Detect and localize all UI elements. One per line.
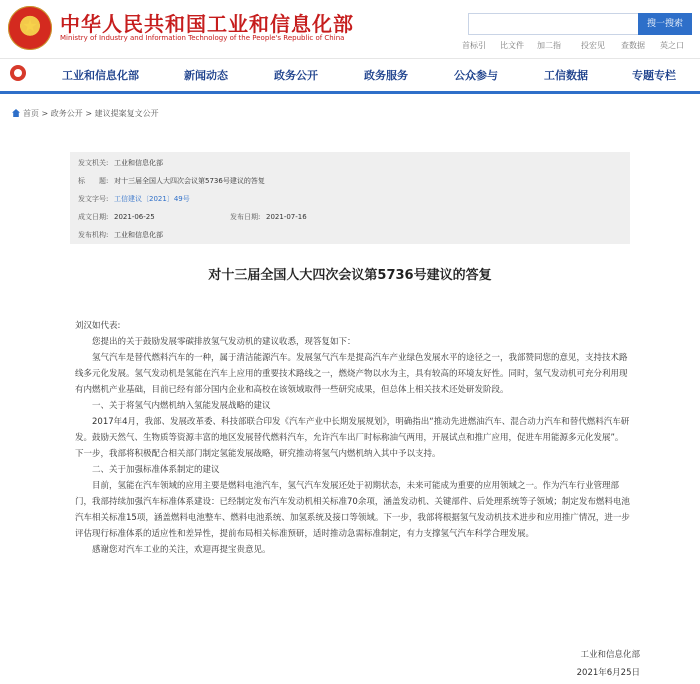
sign-date: 2021年6月25日 <box>576 668 640 678</box>
paragraph: 氢气汽车是替代燃料汽车的一种，属于清洁能源汽车。发展氢气汽车是提高汽车产业绿色发展水平的途径之一，我部赞同您的意见，支持技术路线多元化发展。氢气发动机是氢能在汽车上应用的重要技术路线之一，燃烧产物以水为主，具有较高的环境友好性。同时，氢气发动机可充分利用现有内燃机产业基础，目前已经有部分国内企业和高校在该领域取得一些研究成果，但总体上相关技术还处研发阶段。 <box>75 353 628 395</box>
breadcrumb-separator: > <box>41 109 49 118</box>
nav-item-gov-affairs[interactable]: 政务公开 <box>274 69 318 82</box>
meta-org-label: 发布机构: <box>78 231 109 239</box>
home-logo-icon[interactable] <box>10 65 26 81</box>
document-body <box>75 318 630 558</box>
document-title: 对十三届全国人大四次会议第5736号建议的答复 <box>208 268 492 283</box>
nav-item-topics[interactable]: 专题专栏 <box>632 69 676 82</box>
document-meta <box>70 152 630 244</box>
closing: 感谢您对汽车工业的关注，欢迎再提宝贵意见。 <box>92 545 271 555</box>
meta-org: 工业和信息化部 <box>114 231 163 239</box>
national-emblem-icon <box>8 6 52 50</box>
site-header <box>0 0 700 58</box>
salutation: 刘汉如代表: <box>75 321 121 331</box>
meta-pub-label: 发布日期: <box>230 213 261 221</box>
nav-item-news[interactable]: 新闻动态 <box>184 69 228 82</box>
section-heading: 二、关于加强标准体系制定的建议 <box>92 465 220 475</box>
section-heading: 一、关于将氢气内燃机纳入氢能发展战略的建议 <box>92 401 271 411</box>
signature: 工业和信息化部 <box>580 650 640 660</box>
header-link-3[interactable]: 加二指 <box>537 41 561 50</box>
breadcrumb <box>12 108 159 119</box>
breadcrumb-separator: > <box>85 109 93 118</box>
header-link-4[interactable]: 投宏见 <box>581 41 605 50</box>
nav-item-gov-services[interactable]: 政务服务 <box>364 69 408 82</box>
meta-title-label: 标 题: <box>78 177 109 185</box>
nav-item-miit[interactable]: 工业和信息化部 <box>62 69 139 82</box>
breadcrumb-home[interactable]: 首页 <box>23 109 39 118</box>
meta-pub-date: 2021-07-16 <box>266 213 307 221</box>
header-link-1[interactable]: 首标引 <box>462 41 486 50</box>
header-link-5[interactable]: 查数据 <box>621 41 645 50</box>
meta-docno-label: 发文字号: <box>78 195 109 203</box>
meta-agency: 工业和信息化部 <box>114 159 163 167</box>
meta-agency-label: 发文机关: <box>78 159 109 167</box>
nav-item-public[interactable]: 公众参与 <box>454 69 498 82</box>
paragraph: 2017年4月，我部、发展改革委、科技部联合印发《汽车产业中长期发展规划》，明确指出“推动先进燃油汽车、混合动力汽车和替代燃料汽车研发。鼓励天然气、生物质等资源丰富的地区发展替代燃料汽车，允许汽车出厂时标称油气两用，开展试点和推广应用，促进车用能源多元化发展”。下一步，我部将积极配合相关部门制定氢能发展战略，研究推动将氢气内燃机纳入其中予以支持。 <box>75 417 630 459</box>
meta-title: 对十三届全国人大四次会议第5736号建议的答复 <box>114 177 265 185</box>
site-title-en: Ministry of Industry and Information Technology of the People's Republic of China <box>60 34 345 42</box>
header-link-2[interactable]: 比文件 <box>500 41 524 50</box>
home-icon <box>12 109 20 117</box>
search-button[interactable]: 搜一搜索 <box>638 13 692 35</box>
meta-date-label: 成文日期: <box>78 213 109 221</box>
main-nav <box>0 58 700 94</box>
header-link-6[interactable]: 英之口 <box>660 41 684 50</box>
nav-item-data[interactable]: 工信数据 <box>544 69 588 82</box>
search-input[interactable] <box>468 13 640 35</box>
breadcrumb-proposals[interactable]: 建议提案复文公开 <box>94 109 159 118</box>
meta-docno[interactable]: 工信建议〔2021〕49号 <box>114 195 190 203</box>
meta-date: 2021-06-25 <box>114 213 155 221</box>
paragraph: 目前，氢能在汽车领域的应用主要是燃料电池汽车，氢气汽车发展还处于初期状态，未来可能成为重要的应用领域之一。作为汽车行业管理部门，我部持续加强汽车标准体系建设：已经制定发布汽车发动机相关标准70余项，涵盖发动机、关键部件、后处理系统等子领域；制定发布燃料电池汽车相关标准15项，涵盖燃料电池整车、燃料电池系统、加氢系统及接口等领域。下一步，我部将根据氢气发动机技术进步和应用推广情况，进一步评估现行标准体系的适应性和差异性，提前布局相关标准预研，适时推动急需标准制定，有力支撑氢气汽车科学合理发展。 <box>75 481 630 539</box>
paragraph: 您提出的关于鼓励发展零碳排放氢气发动机的建议收悉，现答复如下： <box>92 337 356 347</box>
site-title[interactable]: 中华人民共和国工业和信息化部 <box>60 12 354 36</box>
breadcrumb-gov[interactable]: 政务公开 <box>50 109 83 118</box>
